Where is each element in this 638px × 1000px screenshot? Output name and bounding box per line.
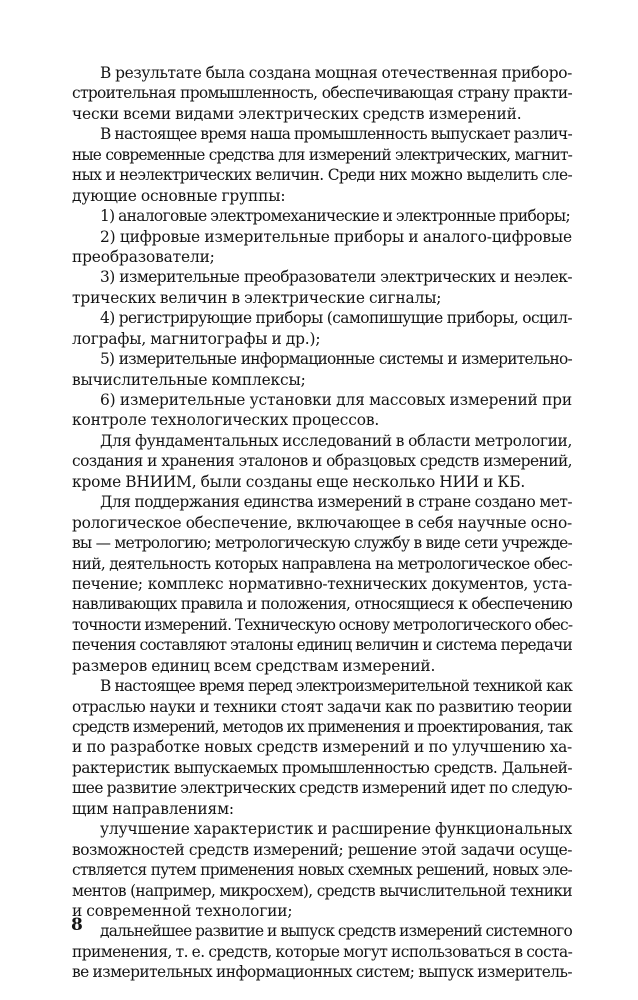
paragraph (72, 819, 572, 921)
text-line: В результате была создана мощная отечественная приборо- (100, 64, 572, 82)
paragraph (72, 227, 572, 268)
text-line: 1) аналоговые электромеханические и электронные приборы; (100, 207, 571, 226)
text-line: вы — метрологию; метрологическую службу в виде сети учрежде- (72, 534, 572, 553)
text-line: ве измерительных информационных систем; выпуск измеритель- (72, 963, 572, 982)
text-line: точности измерений. Техническую основу метрологического обес- (72, 615, 573, 634)
text-line: Для поддержания единства измерений в стране создано мет- (100, 493, 572, 512)
text-line: отраслью науки и техники стоят задачи как по развитию теории (72, 697, 572, 716)
paragraph (72, 431, 572, 492)
text-line: рологическое обеспечение, включающее в себя научные осно- (72, 513, 572, 532)
text-line: чески всеми видами электрических средств измерений. (72, 104, 522, 123)
paragraph (72, 63, 572, 124)
text-line: средств измерений, методов их применения и проектирования, так (72, 718, 572, 736)
text-line: возможностей средств измерений; решение этой задачи осуще- (72, 840, 572, 859)
text-line: 4) регистрирующие приборы (самопишущие приборы, осцил- (100, 309, 572, 328)
text-line: В настоящее время перед электроизмерительной техникой как (100, 677, 572, 696)
body-text (72, 63, 572, 983)
paragraph (72, 308, 572, 349)
text-line: трических величин в электрические сигналы; (72, 288, 442, 307)
text-line: вычислительные комплексы; (72, 370, 306, 389)
text-line: печения составляют эталоны единиц величин и система передачи (72, 636, 572, 655)
text-line: лографы, магнитографы и др.); (72, 329, 321, 348)
paragraph (72, 492, 572, 676)
text-line: навливающих правила и положения, относящиеся к обеспечению (72, 595, 572, 614)
paragraph (72, 921, 572, 982)
text-line: печение; комплекс нормативно-технических документов, уста- (72, 574, 572, 593)
paragraph (72, 124, 572, 206)
text-line: щим направлениям: (72, 799, 234, 818)
paragraph (72, 349, 572, 390)
text-line: ных и неэлектрических величин. Среди них можно выделить сле- (72, 166, 572, 185)
text-line: Для фундаментальных исследований в области метрологии, (100, 431, 572, 450)
text-line: строительная промышленность, обеспечивающая страну практи- (72, 84, 572, 103)
text-line: и современной технологии; (72, 901, 293, 920)
text-line: ные современные средства для измерений электрических, магнит- (72, 145, 572, 164)
text-line: рактеристик выпускаемых промышленностью средств. Дальней- (72, 758, 572, 777)
paragraph (72, 390, 572, 431)
text-line: преобразователи; (72, 247, 215, 266)
text-line: применения, т. е. средств, которые могут использоваться в соста- (72, 942, 573, 961)
text-line: ний, деятельность которых направлена на метрологическое обес- (72, 554, 572, 573)
text-line: и по разработке новых средств измерений и по улучшению ха- (72, 738, 572, 757)
text-line: 3) измерительные преобразователи электрических и неэлек- (100, 268, 572, 287)
page-number: 8 (71, 915, 83, 935)
paragraph (72, 206, 572, 226)
text-line: В настоящее время наша промышленность выпускает различ- (100, 125, 572, 144)
text-line: создания и хранения эталонов и образцовых средств измерений, (72, 452, 572, 471)
paragraph (72, 676, 572, 819)
text-line: ствляется путем применения новых схемных решений, новых эле- (72, 861, 572, 880)
text-line: 2) цифровые измерительные приборы и аналого-цифровые (100, 227, 572, 246)
text-line: 5) измерительные информационные системы и измерительно- (100, 350, 572, 369)
text-line: шее развитие электрических средств измерений идет по следую- (72, 779, 572, 798)
text-line: дующие основные группы: (72, 186, 286, 205)
text-line: дальнейшее развитие и выпуск средств измерений системного (100, 922, 572, 941)
text-line: размеров единиц всем средствам измерений. (72, 656, 436, 675)
text-line: ментов (например, микросхем), средств вычислительной техники (72, 881, 572, 900)
text-line: улучшение характеристик и расширение функциональных (100, 820, 573, 839)
paragraph (72, 267, 572, 308)
text-line: 6) измерительные установки для массовых измерений при (100, 391, 572, 409)
text-line: кроме ВНИИМ, были созданы еще несколько НИИ и КБ. (72, 472, 526, 491)
text-line: контроле технологических процессов. (72, 411, 380, 430)
